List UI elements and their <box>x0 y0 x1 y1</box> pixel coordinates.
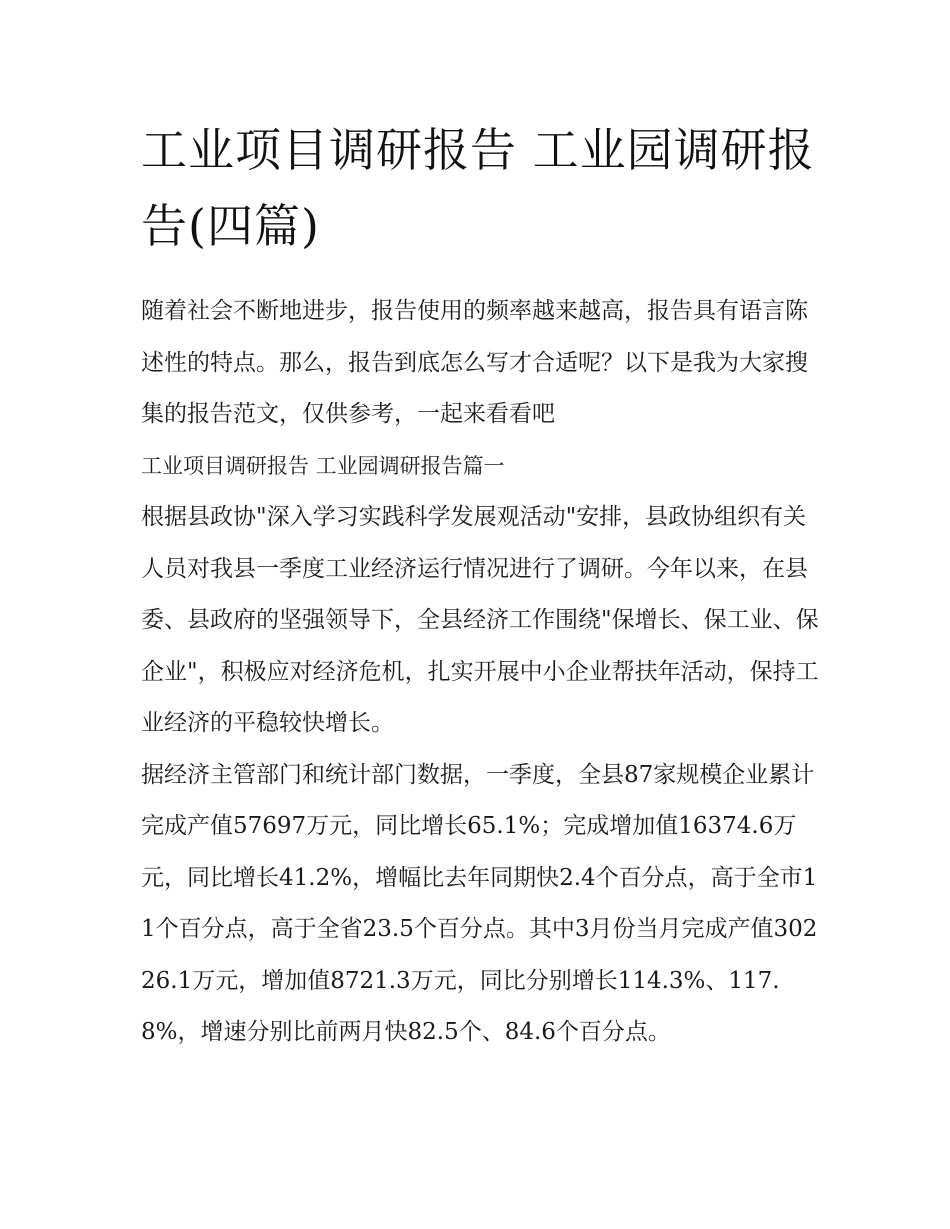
document-body <box>141 112 821 1059</box>
section-heading: 工业项目调研报告 工业园调研报告篇一 <box>141 453 505 478</box>
body-paragraph: 根据县政协"深入学习实践科学发展观活动"安排，县政协组织有关人员对我县一季度工业经济运行情况进行了调研。今年以来，在县委、县政府的坚强领导下，全县经济工作围绕"保增长、保工业、保企业"，积极应对经济危机，扎实开展中小企业帮扶年活动，保持工业经济的平稳较快增长。 <box>141 504 819 736</box>
intro-paragraph: 随着社会不断地进步，报告使用的频率越来越高，报告具有语言陈述性的特点。那么，报告到底怎么写才合适呢？以下是我为大家搜集的报告范文，仅供参考，一起来看看吧 <box>141 298 808 427</box>
document-title: 工业项目调研报告 工业园调研报告(四篇) <box>141 123 815 253</box>
body-paragraph: 据经济主管部门和统计部门数据，一季度，全县87家规模企业累计完成产值57697万元，同比增长65.1%；完成增加值16374.6万元，同比增长41.2%，增幅比去年同期快2.4个百分点，高于全市11个百分点，高于全省23.5个百分点。其中3月份当月完成产值30226.1万元，增加值8721.3万元，同比分别增长114.3%、117.8%，增速分别比前两月快82.5个、84.6个百分点。 <box>141 761 818 1045</box>
